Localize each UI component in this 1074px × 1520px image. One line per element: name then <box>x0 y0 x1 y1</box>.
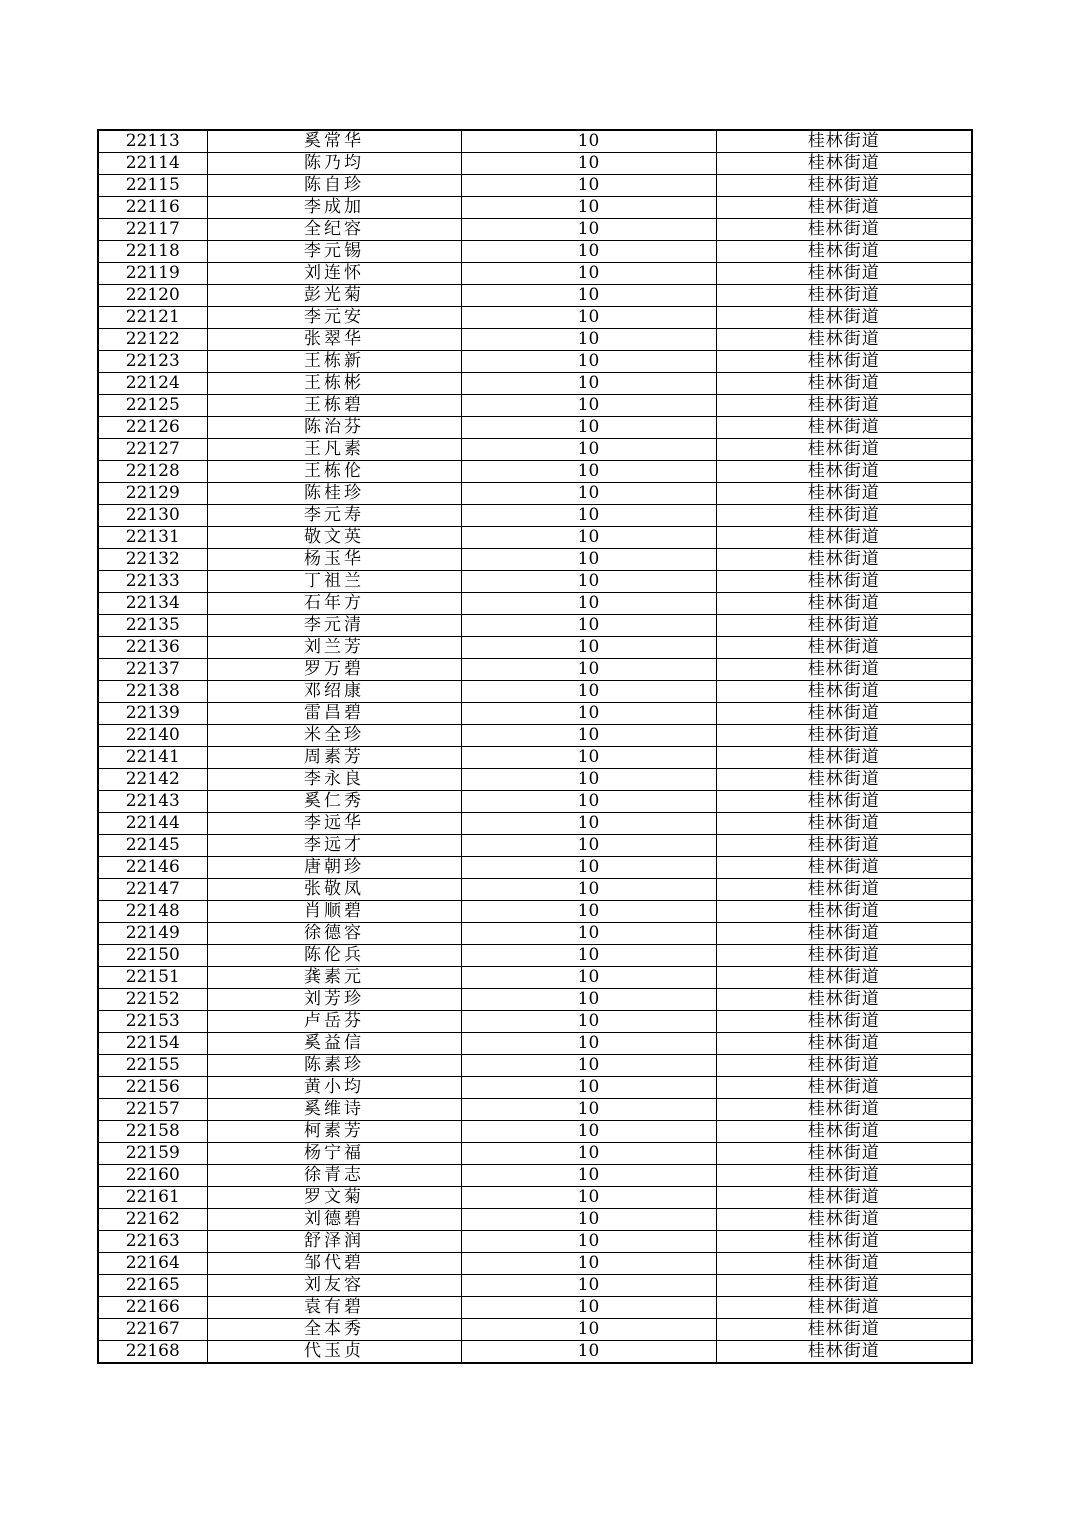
row-amount-cell: 10 <box>461 747 716 769</box>
table-row <box>98 571 972 593</box>
row-amount-cell: 10 <box>461 373 716 395</box>
row-area-cell: 桂林街道 <box>716 659 972 681</box>
row-amount-cell: 10 <box>461 219 716 241</box>
table-row <box>98 901 972 923</box>
row-name-cell: 奚维诗 <box>207 1099 461 1121</box>
row-name-cell: 全纪容 <box>207 219 461 241</box>
row-id-cell: 22128 <box>98 461 207 483</box>
table-row <box>98 637 972 659</box>
row-name-cell: 刘德碧 <box>207 1209 461 1231</box>
row-amount-cell: 10 <box>461 1121 716 1143</box>
row-id-cell: 22151 <box>98 967 207 989</box>
row-name-cell: 彭光菊 <box>207 285 461 307</box>
row-amount-cell: 10 <box>461 945 716 967</box>
row-id-cell: 22134 <box>98 593 207 615</box>
table-row <box>98 263 972 285</box>
row-name-cell: 奚常华 <box>207 130 461 153</box>
table-row <box>98 857 972 879</box>
row-id-cell: 22163 <box>98 1231 207 1253</box>
row-amount-cell: 10 <box>461 153 716 175</box>
row-name-cell: 敬文英 <box>207 527 461 549</box>
row-area-cell: 桂林街道 <box>716 395 972 417</box>
row-amount-cell: 10 <box>461 1165 716 1187</box>
row-id-cell: 22154 <box>98 1033 207 1055</box>
table-row <box>98 967 972 989</box>
row-amount-cell: 10 <box>461 1143 716 1165</box>
row-area-cell: 桂林街道 <box>716 879 972 901</box>
row-name-cell: 杨宁福 <box>207 1143 461 1165</box>
row-id-cell: 22152 <box>98 989 207 1011</box>
row-amount-cell: 10 <box>461 791 716 813</box>
table-row <box>98 549 972 571</box>
row-id-cell: 22121 <box>98 307 207 329</box>
row-amount-cell: 10 <box>461 175 716 197</box>
row-id-cell: 22116 <box>98 197 207 219</box>
row-name-cell: 李远华 <box>207 813 461 835</box>
row-id-cell: 22143 <box>98 791 207 813</box>
row-area-cell: 桂林街道 <box>716 175 972 197</box>
row-name-cell: 邓绍康 <box>207 681 461 703</box>
table-row <box>98 1297 972 1319</box>
row-name-cell: 陈自珍 <box>207 175 461 197</box>
row-id-cell: 22148 <box>98 901 207 923</box>
row-area-cell: 桂林街道 <box>716 791 972 813</box>
row-area-cell: 桂林街道 <box>716 1033 972 1055</box>
roster-table <box>97 129 973 1364</box>
row-id-cell: 22114 <box>98 153 207 175</box>
row-amount-cell: 10 <box>461 593 716 615</box>
row-id-cell: 22115 <box>98 175 207 197</box>
table-row <box>98 197 972 219</box>
row-amount-cell: 10 <box>461 439 716 461</box>
table-row <box>98 923 972 945</box>
row-area-cell: 桂林街道 <box>716 153 972 175</box>
row-id-cell: 22150 <box>98 945 207 967</box>
row-area-cell: 桂林街道 <box>716 901 972 923</box>
row-area-cell: 桂林街道 <box>716 1077 972 1099</box>
row-area-cell: 桂林街道 <box>716 351 972 373</box>
table-row <box>98 439 972 461</box>
row-area-cell: 桂林街道 <box>716 1319 972 1341</box>
row-area-cell: 桂林街道 <box>716 1341 972 1364</box>
row-name-cell: 李元锡 <box>207 241 461 263</box>
row-name-cell: 王栋新 <box>207 351 461 373</box>
row-amount-cell: 10 <box>461 197 716 219</box>
row-name-cell: 奚益信 <box>207 1033 461 1055</box>
table-row <box>98 813 972 835</box>
row-id-cell: 22130 <box>98 505 207 527</box>
row-id-cell: 22118 <box>98 241 207 263</box>
row-area-cell: 桂林街道 <box>716 439 972 461</box>
row-id-cell: 22131 <box>98 527 207 549</box>
row-area-cell: 桂林街道 <box>716 703 972 725</box>
row-area-cell: 桂林街道 <box>716 373 972 395</box>
row-id-cell: 22145 <box>98 835 207 857</box>
row-id-cell: 22158 <box>98 1121 207 1143</box>
table-row <box>98 483 972 505</box>
row-amount-cell: 10 <box>461 659 716 681</box>
row-name-cell: 丁祖兰 <box>207 571 461 593</box>
row-area-cell: 桂林街道 <box>716 1143 972 1165</box>
row-area-cell: 桂林街道 <box>716 461 972 483</box>
table-row <box>98 769 972 791</box>
row-name-cell: 杨玉华 <box>207 549 461 571</box>
table-row <box>98 1319 972 1341</box>
row-amount-cell: 10 <box>461 263 716 285</box>
row-amount-cell: 10 <box>461 725 716 747</box>
row-area-cell: 桂林街道 <box>716 1297 972 1319</box>
row-id-cell: 22165 <box>98 1275 207 1297</box>
table-row <box>98 175 972 197</box>
row-area-cell: 桂林街道 <box>716 747 972 769</box>
row-amount-cell: 10 <box>461 241 716 263</box>
row-name-cell: 李成加 <box>207 197 461 219</box>
table-row <box>98 1033 972 1055</box>
row-name-cell: 米全珍 <box>207 725 461 747</box>
row-id-cell: 22157 <box>98 1099 207 1121</box>
row-name-cell: 李永良 <box>207 769 461 791</box>
row-area-cell: 桂林街道 <box>716 1165 972 1187</box>
row-name-cell: 袁有碧 <box>207 1297 461 1319</box>
row-name-cell: 刘兰芳 <box>207 637 461 659</box>
row-amount-cell: 10 <box>461 857 716 879</box>
row-id-cell: 22162 <box>98 1209 207 1231</box>
row-area-cell: 桂林街道 <box>716 1055 972 1077</box>
row-area-cell: 桂林街道 <box>716 263 972 285</box>
table-row <box>98 395 972 417</box>
row-amount-cell: 10 <box>461 130 716 153</box>
row-name-cell: 徐德容 <box>207 923 461 945</box>
row-id-cell: 22127 <box>98 439 207 461</box>
row-area-cell: 桂林街道 <box>716 1099 972 1121</box>
table-row <box>98 1341 972 1364</box>
row-id-cell: 22120 <box>98 285 207 307</box>
table-row <box>98 1143 972 1165</box>
row-id-cell: 22144 <box>98 813 207 835</box>
row-name-cell: 徐青志 <box>207 1165 461 1187</box>
row-amount-cell: 10 <box>461 835 716 857</box>
row-area-cell: 桂林街道 <box>716 241 972 263</box>
row-name-cell: 刘友容 <box>207 1275 461 1297</box>
row-id-cell: 22140 <box>98 725 207 747</box>
row-amount-cell: 10 <box>461 1011 716 1033</box>
row-area-cell: 桂林街道 <box>716 130 972 153</box>
row-id-cell: 22138 <box>98 681 207 703</box>
table-row <box>98 1165 972 1187</box>
row-amount-cell: 10 <box>461 527 716 549</box>
row-amount-cell: 10 <box>461 505 716 527</box>
row-amount-cell: 10 <box>461 901 716 923</box>
roster-table-body <box>98 130 972 1363</box>
row-area-cell: 桂林街道 <box>716 197 972 219</box>
row-amount-cell: 10 <box>461 1231 716 1253</box>
table-row <box>98 703 972 725</box>
row-amount-cell: 10 <box>461 967 716 989</box>
row-area-cell: 桂林街道 <box>716 1011 972 1033</box>
table-row <box>98 1077 972 1099</box>
table-row <box>98 505 972 527</box>
row-name-cell: 石年方 <box>207 593 461 615</box>
row-amount-cell: 10 <box>461 307 716 329</box>
row-id-cell: 22113 <box>98 130 207 153</box>
row-area-cell: 桂林街道 <box>716 571 972 593</box>
row-area-cell: 桂林街道 <box>716 307 972 329</box>
row-area-cell: 桂林街道 <box>716 725 972 747</box>
row-amount-cell: 10 <box>461 1187 716 1209</box>
row-area-cell: 桂林街道 <box>716 549 972 571</box>
row-name-cell: 陈素珍 <box>207 1055 461 1077</box>
row-amount-cell: 10 <box>461 329 716 351</box>
row-area-cell: 桂林街道 <box>716 1121 972 1143</box>
row-id-cell: 22153 <box>98 1011 207 1033</box>
row-amount-cell: 10 <box>461 879 716 901</box>
row-amount-cell: 10 <box>461 1341 716 1364</box>
table-row <box>98 461 972 483</box>
table-row <box>98 681 972 703</box>
row-area-cell: 桂林街道 <box>716 1231 972 1253</box>
row-area-cell: 桂林街道 <box>716 1209 972 1231</box>
row-name-cell: 王栋碧 <box>207 395 461 417</box>
row-amount-cell: 10 <box>461 461 716 483</box>
row-name-cell: 奚仁秀 <box>207 791 461 813</box>
row-area-cell: 桂林街道 <box>716 593 972 615</box>
row-name-cell: 李元安 <box>207 307 461 329</box>
row-name-cell: 周素芳 <box>207 747 461 769</box>
row-amount-cell: 10 <box>461 1253 716 1275</box>
row-name-cell: 李远才 <box>207 835 461 857</box>
row-name-cell: 张翠华 <box>207 329 461 351</box>
table-row <box>98 725 972 747</box>
row-area-cell: 桂林街道 <box>716 1187 972 1209</box>
row-id-cell: 22159 <box>98 1143 207 1165</box>
row-id-cell: 22147 <box>98 879 207 901</box>
table-row <box>98 659 972 681</box>
row-id-cell: 22119 <box>98 263 207 285</box>
row-id-cell: 22161 <box>98 1187 207 1209</box>
row-amount-cell: 10 <box>461 285 716 307</box>
row-name-cell: 张敬凤 <box>207 879 461 901</box>
row-area-cell: 桂林街道 <box>716 527 972 549</box>
table-row <box>98 329 972 351</box>
row-amount-cell: 10 <box>461 615 716 637</box>
row-name-cell: 王凡素 <box>207 439 461 461</box>
table-row <box>98 373 972 395</box>
row-name-cell: 陈治芬 <box>207 417 461 439</box>
row-amount-cell: 10 <box>461 351 716 373</box>
row-amount-cell: 10 <box>461 703 716 725</box>
row-name-cell: 全本秀 <box>207 1319 461 1341</box>
row-amount-cell: 10 <box>461 1275 716 1297</box>
row-amount-cell: 10 <box>461 571 716 593</box>
table-row <box>98 417 972 439</box>
row-id-cell: 22124 <box>98 373 207 395</box>
row-id-cell: 22149 <box>98 923 207 945</box>
row-amount-cell: 10 <box>461 1099 716 1121</box>
row-name-cell: 罗万碧 <box>207 659 461 681</box>
row-id-cell: 22167 <box>98 1319 207 1341</box>
row-id-cell: 22166 <box>98 1297 207 1319</box>
table-row <box>98 1121 972 1143</box>
row-amount-cell: 10 <box>461 681 716 703</box>
table-row <box>98 1187 972 1209</box>
row-amount-cell: 10 <box>461 637 716 659</box>
row-name-cell: 柯素芳 <box>207 1121 461 1143</box>
row-area-cell: 桂林街道 <box>716 967 972 989</box>
row-id-cell: 22146 <box>98 857 207 879</box>
row-id-cell: 22141 <box>98 747 207 769</box>
row-name-cell: 唐朝珍 <box>207 857 461 879</box>
row-name-cell: 代玉贞 <box>207 1341 461 1364</box>
table-row <box>98 219 972 241</box>
row-amount-cell: 10 <box>461 549 716 571</box>
row-name-cell: 肖顺碧 <box>207 901 461 923</box>
table-row <box>98 241 972 263</box>
row-amount-cell: 10 <box>461 1055 716 1077</box>
row-amount-cell: 10 <box>461 1319 716 1341</box>
row-id-cell: 22156 <box>98 1077 207 1099</box>
row-id-cell: 22125 <box>98 395 207 417</box>
row-area-cell: 桂林街道 <box>716 945 972 967</box>
row-area-cell: 桂林街道 <box>716 417 972 439</box>
row-name-cell: 卢岳芬 <box>207 1011 461 1033</box>
row-area-cell: 桂林街道 <box>716 219 972 241</box>
row-id-cell: 22117 <box>98 219 207 241</box>
row-area-cell: 桂林街道 <box>716 483 972 505</box>
row-id-cell: 22160 <box>98 1165 207 1187</box>
row-name-cell: 李元寿 <box>207 505 461 527</box>
table-row <box>98 615 972 637</box>
row-name-cell: 刘连怀 <box>207 263 461 285</box>
row-name-cell: 王栋伦 <box>207 461 461 483</box>
row-area-cell: 桂林街道 <box>716 1253 972 1275</box>
row-area-cell: 桂林街道 <box>716 769 972 791</box>
row-amount-cell: 10 <box>461 1297 716 1319</box>
row-id-cell: 22122 <box>98 329 207 351</box>
table-row <box>98 307 972 329</box>
table-row <box>98 1275 972 1297</box>
row-area-cell: 桂林街道 <box>716 505 972 527</box>
row-name-cell: 王栋彬 <box>207 373 461 395</box>
row-name-cell: 陈伦兵 <box>207 945 461 967</box>
table-row <box>98 1099 972 1121</box>
row-area-cell: 桂林街道 <box>716 857 972 879</box>
row-name-cell: 舒泽润 <box>207 1231 461 1253</box>
table-row <box>98 1231 972 1253</box>
table-row <box>98 835 972 857</box>
row-area-cell: 桂林街道 <box>716 285 972 307</box>
row-area-cell: 桂林街道 <box>716 989 972 1011</box>
row-amount-cell: 10 <box>461 483 716 505</box>
row-id-cell: 22133 <box>98 571 207 593</box>
row-name-cell: 雷昌碧 <box>207 703 461 725</box>
row-name-cell: 刘芳珍 <box>207 989 461 1011</box>
row-area-cell: 桂林街道 <box>716 615 972 637</box>
row-id-cell: 22137 <box>98 659 207 681</box>
row-id-cell: 22164 <box>98 1253 207 1275</box>
row-id-cell: 22129 <box>98 483 207 505</box>
row-name-cell: 龚素元 <box>207 967 461 989</box>
row-name-cell: 陈桂珍 <box>207 483 461 505</box>
table-row <box>98 1011 972 1033</box>
table-row <box>98 1209 972 1231</box>
row-id-cell: 22135 <box>98 615 207 637</box>
table-row <box>98 285 972 307</box>
row-amount-cell: 10 <box>461 395 716 417</box>
row-area-cell: 桂林街道 <box>716 813 972 835</box>
row-id-cell: 22136 <box>98 637 207 659</box>
row-id-cell: 22142 <box>98 769 207 791</box>
row-amount-cell: 10 <box>461 417 716 439</box>
row-area-cell: 桂林街道 <box>716 923 972 945</box>
table-row <box>98 351 972 373</box>
row-id-cell: 22132 <box>98 549 207 571</box>
row-name-cell: 陈乃均 <box>207 153 461 175</box>
row-area-cell: 桂林街道 <box>716 681 972 703</box>
table-row <box>98 747 972 769</box>
row-amount-cell: 10 <box>461 923 716 945</box>
table-row <box>98 791 972 813</box>
table-row <box>98 989 972 1011</box>
row-name-cell: 罗文菊 <box>207 1187 461 1209</box>
table-row <box>98 593 972 615</box>
table-row <box>98 527 972 549</box>
table-row <box>98 1055 972 1077</box>
row-name-cell: 邹代碧 <box>207 1253 461 1275</box>
table-row <box>98 153 972 175</box>
row-id-cell: 22126 <box>98 417 207 439</box>
row-amount-cell: 10 <box>461 813 716 835</box>
row-amount-cell: 10 <box>461 989 716 1011</box>
row-id-cell: 22155 <box>98 1055 207 1077</box>
row-amount-cell: 10 <box>461 769 716 791</box>
table-row <box>98 1253 972 1275</box>
table-row <box>98 945 972 967</box>
row-name-cell: 黄小均 <box>207 1077 461 1099</box>
table-row <box>98 130 972 153</box>
row-amount-cell: 10 <box>461 1077 716 1099</box>
row-id-cell: 22123 <box>98 351 207 373</box>
row-area-cell: 桂林街道 <box>716 835 972 857</box>
row-id-cell: 22168 <box>98 1341 207 1364</box>
row-amount-cell: 10 <box>461 1209 716 1231</box>
row-area-cell: 桂林街道 <box>716 637 972 659</box>
row-area-cell: 桂林街道 <box>716 1275 972 1297</box>
table-row <box>98 879 972 901</box>
row-id-cell: 22139 <box>98 703 207 725</box>
row-name-cell: 李元清 <box>207 615 461 637</box>
row-area-cell: 桂林街道 <box>716 329 972 351</box>
row-amount-cell: 10 <box>461 1033 716 1055</box>
